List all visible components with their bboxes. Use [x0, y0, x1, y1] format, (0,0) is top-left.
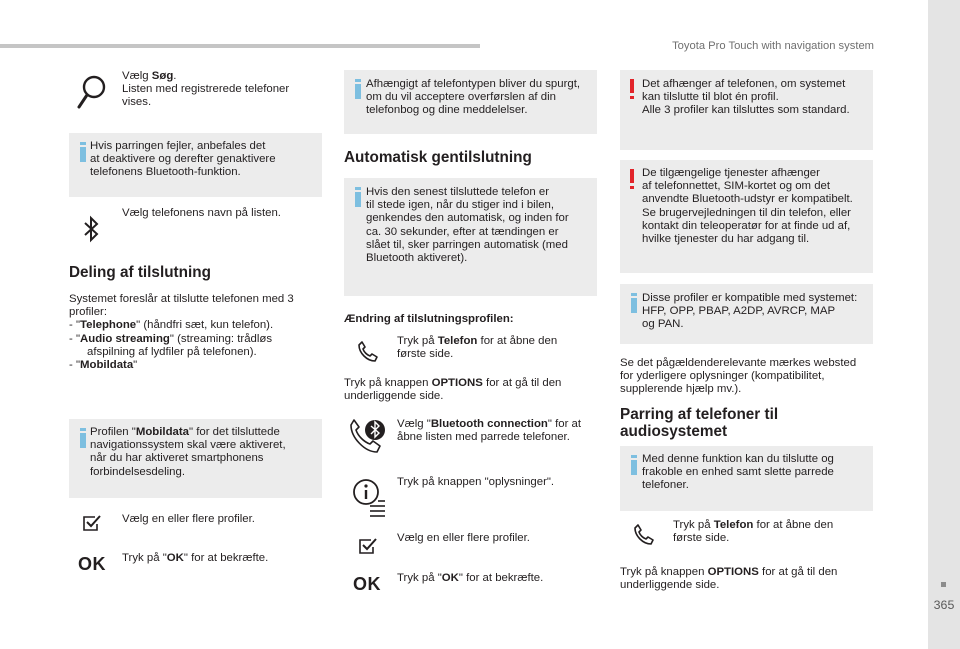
info-bar-icon — [76, 142, 90, 162]
info-box-mobildata: Profilen "Mobildata" for det tilsluttede navigationssystem skal være aktiveret, når du har aktiveret smartphonens forbindelsesdeling. — [69, 419, 322, 498]
ok-button-icon: OK — [78, 554, 106, 574]
page-number: 365 — [933, 598, 955, 612]
options-instruction: Tryk på knappen OPTIONS for at gå til den underliggende side. — [620, 566, 838, 592]
header-title: Toyota Pro Touch with navigation system — [672, 40, 874, 52]
search-icon — [77, 74, 107, 116]
phone-icon — [356, 340, 380, 364]
header-rule — [0, 44, 480, 48]
info-button-instruction: Tryk på knappen "oplysninger". — [397, 476, 555, 488]
ok-button-icon: OK — [353, 574, 381, 594]
warning-icon — [625, 79, 639, 99]
heading-pairing-audio: Parring af telefoner til audiosystemet — [620, 406, 779, 440]
info-bar-icon — [351, 187, 365, 207]
page-marker — [941, 582, 946, 587]
info-list-icon — [352, 478, 386, 518]
phone-icon — [632, 523, 656, 547]
info-box-phonebook: Afhængigt af telefontypen bliver du spurgt, om du vil acceptere overførslen af din telefonbog og dine meddelelser. — [344, 70, 597, 134]
select-profiles-instruction: Vælg en eller flere profiler. — [122, 513, 255, 525]
info-box-device-management: Med denne funktion kan du tilslutte og frakoble en enhed samt slette parrede telefoner. — [620, 446, 873, 511]
checkbox-icon — [83, 515, 101, 531]
bluetooth-connection-instruction: Vælg "Bluetooth connection" for at åbne listen med parrede telefoner. — [397, 418, 582, 444]
heading-auto-reconnect: Automatisk gentilslutning — [344, 149, 532, 166]
sharing-description: Systemet foreslår at tilslutte telefonen med 3 profiler: - "Telephone" (håndfri sæt, kun telefon). - "Audio streaming" (streaming: trådløs afspilning af lydfiler på telefonen). - "Mobildata" — [69, 293, 294, 372]
confirm-instruction: Tryk på "OK" for at bekræfte. — [122, 552, 269, 564]
warning-box-services: De tilgængelige tjenester afhænger af telefonnettet, SIM-kortet og om det anvendte Bluetooth-udstyr er kompatibelt. Se brugervejledningen til din telefon, eller kontakt din teleoperatør for at finde ud af, hvilke tjenester du har adgang til. — [620, 160, 873, 273]
info-box-profiles: Disse profiler er kompatible med systemet: HFP, OPP, PBAP, A2DP, AVRCP, MAP og PAN. — [620, 284, 873, 344]
bluetooth-phone-icon — [349, 416, 389, 458]
info-box-auto-reconnect: Hvis den senest tilsluttede telefon er til stede igen, når du stiger ind i bilen, genkendes den automatisk, og inden for ca. 30 sekunder, efter at tændingen er slået til, sker parringen automatisk (med Bluetooth aktiveret). — [344, 178, 597, 296]
options-instruction: Tryk på knappen OPTIONS for at gå til den underliggende side. — [344, 377, 562, 403]
subheading-change-profile: Ændring af tilslutningsprofilen: — [344, 313, 514, 325]
info-bar-icon — [627, 455, 641, 475]
warning-box-single-profile: Det afhænger af telefonen, om systemet kan tilslutte til blot én profil. Alle 3 profiler kan tilsluttes som standard. — [620, 70, 873, 150]
search-instruction: Vælg Søg. Listen med registrerede telefoner vises. — [122, 70, 290, 109]
checkbox-icon — [359, 538, 377, 554]
info-bar-icon — [627, 293, 641, 313]
select-phone-instruction: Vælg telefonens navn på listen. — [122, 207, 281, 219]
select-profiles-instruction: Vælg en eller flere profiler. — [397, 532, 530, 544]
bluetooth-icon — [83, 215, 99, 243]
phone-instruction: Tryk på Telefon for at åbne den første side. — [397, 335, 558, 361]
website-note: Se det pågældenderelevante mærkes websted for yderligere oplysninger (kompatibilitet, supplerende hjælp mv.). — [620, 357, 857, 396]
confirm-instruction: Tryk på "OK" for at bekræfte. — [397, 572, 544, 584]
warning-icon — [625, 169, 639, 189]
heading-sharing: Deling af tilslutning — [69, 264, 211, 281]
page-sidebar — [928, 0, 960, 649]
info-box-pairing-failed: Hvis parringen fejler, anbefales det at deaktivere og derefter genaktivere telefonens Bluetooth-funktion. — [69, 133, 322, 197]
phone-instruction: Tryk på Telefon for at åbne den første side. — [673, 519, 834, 545]
info-bar-icon — [76, 428, 90, 448]
info-bar-icon — [351, 79, 365, 99]
